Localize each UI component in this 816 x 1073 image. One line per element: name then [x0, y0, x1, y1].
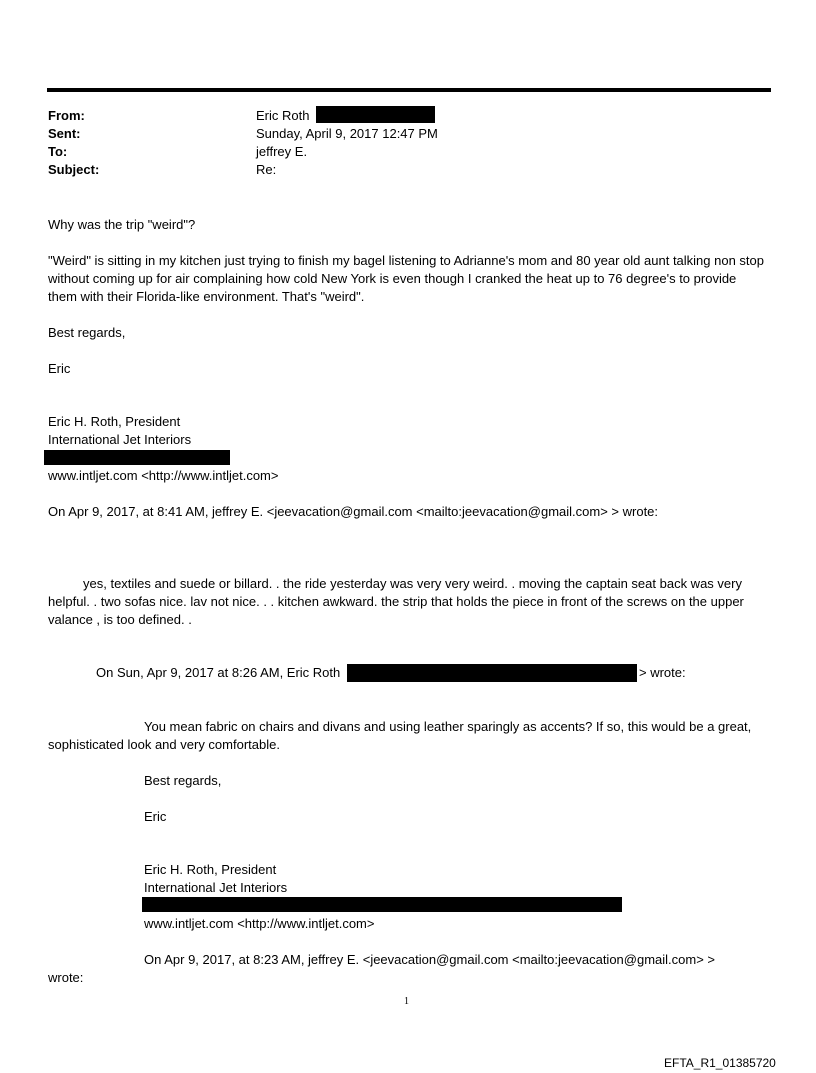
quote3-wrote: wrote:: [48, 970, 84, 985]
signature-company: International Jet Interiors: [48, 432, 192, 447]
page-number: 1: [404, 996, 409, 1007]
redaction-box: [44, 450, 230, 465]
subject-value: Re:: [256, 162, 277, 177]
body-paragraph: "Weird" is sitting in my kitchen just trying to finish my bagel listening to Adrianne's mom and 80 year old aunt talking non stop without coming up for air complaining how cold New York is even though I cranked the heat up to 76 degree's to provide them with their Florida-like environment. That's "weird".: [48, 253, 765, 304]
quote2-signature-company: International Jet Interiors: [144, 880, 288, 895]
document-id: EFTA_R1_01385720: [664, 1056, 776, 1070]
signature-name: Eric H. Roth, President: [48, 414, 181, 429]
quote1-header: On Apr 9, 2017, at 8:41 AM, jeffrey E. <jeevacation@gmail.com <mailto:jeevacation@gmail.com> > wrote:: [48, 504, 659, 519]
sent-label: Sent:: [48, 126, 81, 141]
quote2-header: On Sun, Apr 9, 2017 at 8:26 AM, Eric Roth: [96, 665, 341, 680]
body-signoff-name: Eric: [48, 361, 71, 376]
quote2-header-end: > wrote:: [639, 665, 686, 680]
body-question: Why was the trip "weird"?: [48, 217, 196, 232]
quote2-signature-name: Eric H. Roth, President: [144, 862, 277, 877]
redaction-box: [316, 106, 435, 123]
quote2-regards: Best regards,: [144, 773, 222, 788]
body-regards: Best regards,: [48, 325, 126, 340]
to-label: To:: [48, 144, 68, 159]
to-value: jeffrey E.: [256, 144, 308, 159]
from-label: From:: [48, 108, 85, 123]
quote1-body: yes, textiles and suede or billard. . the ride yesterday was very very weird. . moving the captain seat back was very helpful. . two sofas nice. lav not nice. . . kitchen awkward. the strip that holds the piece in front of the screws on the upper valance , is too defined. .: [48, 576, 744, 627]
quote2-signature-website: www.intljet.com <http://www.intljet.com>: [144, 916, 375, 931]
quote3-header: On Apr 9, 2017, at 8:23 AM, jeffrey E. <jeevacation@gmail.com <mailto:jeevacation@gmail.com> >: [144, 952, 716, 967]
from-value: Eric Roth: [256, 108, 310, 123]
quote2-signoff-name: Eric: [144, 809, 167, 824]
redaction-box: [142, 897, 622, 912]
sent-value: Sunday, April 9, 2017 12:47 PM: [256, 126, 438, 141]
quote2-body: You mean fabric on chairs and divans and using leather sparingly as accents? If so, this would be a great, sophisticated look and very comfortable.: [48, 719, 752, 752]
redaction-box: [347, 664, 637, 682]
signature-website: www.intljet.com <http://www.intljet.com>: [48, 468, 279, 483]
header-rule: [47, 88, 771, 92]
subject-label: Subject:: [48, 162, 100, 177]
